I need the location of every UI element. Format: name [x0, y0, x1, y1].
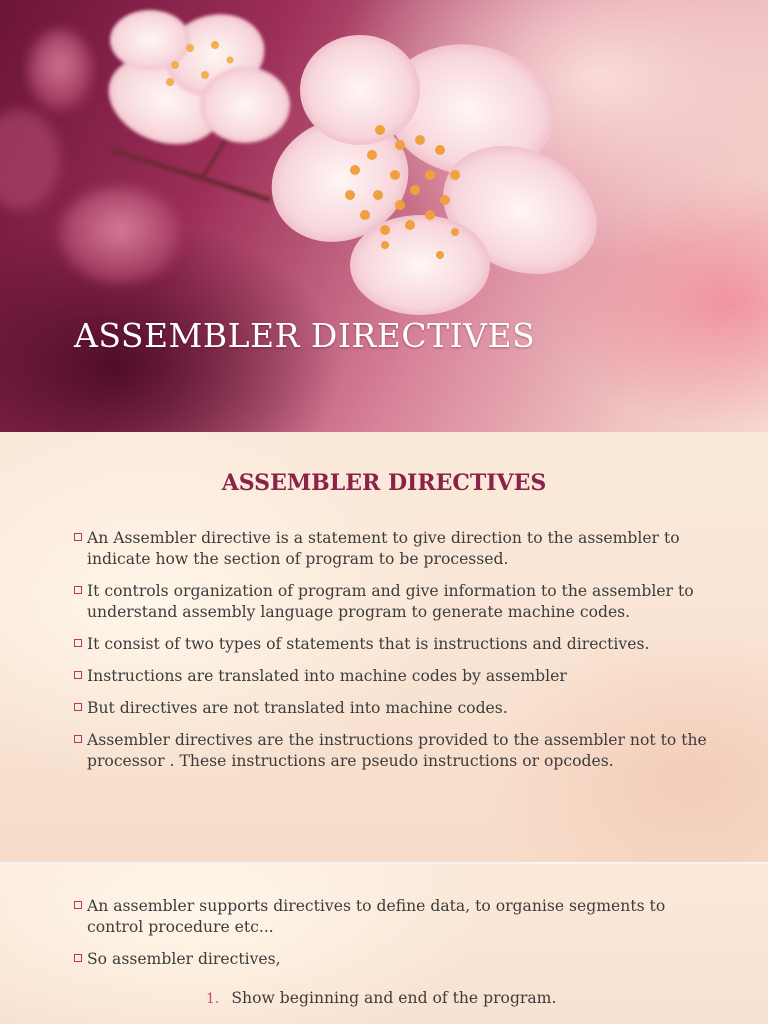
bullet-item	[72, 949, 712, 970]
checkbox-bullet-icon	[74, 533, 82, 541]
cherry-blossom-photo	[0, 0, 768, 432]
numbered-item	[206, 988, 556, 1010]
bullet-item	[72, 698, 712, 719]
bullet-text: Instructions are translated into machine codes by assembler	[87, 667, 567, 685]
bullet-item	[72, 634, 712, 655]
item-number: 1.	[206, 991, 220, 1007]
checkbox-bullet-icon	[74, 671, 82, 679]
bullet-item	[72, 666, 712, 687]
bullet-text: It controls organization of program and give information to the assembler to understand assembly language program to generate machine codes.	[87, 582, 694, 621]
bullet-item	[72, 896, 712, 938]
bullet-text: An assembler supports directives to define data, to organise segments to control procedure etc...	[87, 897, 666, 936]
bullet-text: But directives are not translated into machine codes.	[87, 699, 508, 717]
checkbox-bullet-icon	[74, 901, 82, 909]
bullet-list	[72, 528, 712, 783]
content-slide	[0, 432, 768, 864]
bullet-text: Assembler directives are the instructions provided to the assembler not to the processor . These instructions are pseudo instructions or opcodes.	[87, 731, 707, 770]
checkbox-bullet-icon	[74, 954, 82, 962]
checkbox-bullet-icon	[74, 639, 82, 647]
bullet-item	[72, 528, 712, 570]
title-slide	[0, 0, 768, 432]
numbered-item-text: Show beginning and end of the program.	[231, 989, 557, 1007]
checkbox-bullet-icon	[74, 586, 82, 594]
content-slide-3	[0, 864, 768, 1024]
bullet-item	[72, 581, 712, 623]
bullet-item	[72, 730, 712, 772]
slide-heading: ASSEMBLER DIRECTIVES	[221, 470, 547, 496]
bullet-list	[72, 896, 712, 981]
bullet-text: So assembler directives,	[87, 950, 281, 968]
bullet-text: It consist of two types of statements that is instructions and directives.	[87, 635, 650, 653]
checkbox-bullet-icon	[74, 735, 82, 743]
slide-title: ASSEMBLER DIRECTIVES	[74, 316, 536, 355]
bullet-text: An Assembler directive is a statement to give direction to the assembler to indicate how the section of program to be processed.	[87, 529, 680, 568]
checkbox-bullet-icon	[74, 703, 82, 711]
